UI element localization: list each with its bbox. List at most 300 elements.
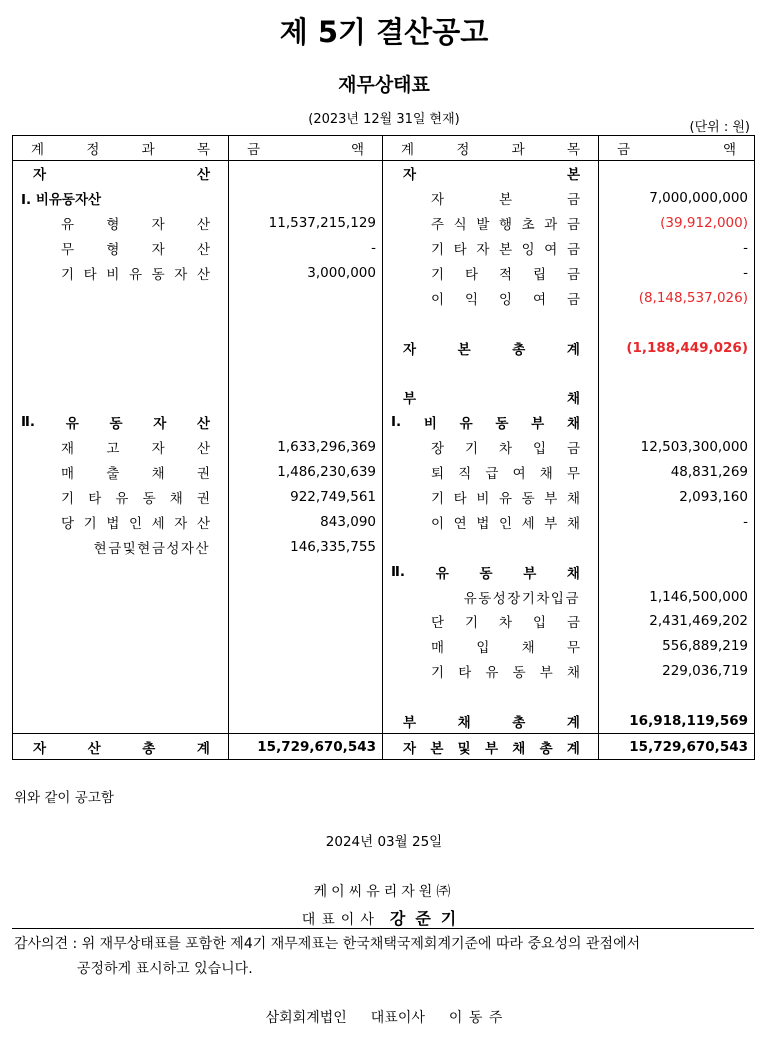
account-label-char: 본 <box>457 341 471 358</box>
table-cell <box>13 335 229 360</box>
as-of-date: (2023년 12월 31일 현재) <box>308 112 460 127</box>
table-cell <box>13 211 229 236</box>
account-label-char: 동 <box>512 665 526 682</box>
amount-value: 7,000,000,000 <box>649 190 748 207</box>
account-label-char: 자 <box>174 267 188 283</box>
table-cell <box>13 261 229 286</box>
table-cell <box>383 410 599 435</box>
amount-value: (1,188,449,026) <box>626 339 748 356</box>
amount-value: 12,503,300,000 <box>640 439 748 456</box>
amount-value: 1,633,296,369 <box>277 439 376 456</box>
account-label-char: 비 <box>423 416 437 433</box>
account-label-char: 타 <box>453 491 467 508</box>
header-amount-right <box>599 136 755 161</box>
table-cell <box>599 509 755 534</box>
amount-value: 1,146,500,000 <box>649 588 748 605</box>
account-label-char: 금 <box>566 615 580 632</box>
audit-opinion: 감사의견 : 위 재무상태표를 포함한 제4기 재무제표는 한국채택국제회계기준에 따라 중요성의 관점에서 <box>14 936 641 952</box>
account-label-char: 고 <box>106 441 120 458</box>
account-label-char: Ⅰ. <box>391 414 402 431</box>
table-cell <box>13 360 229 385</box>
account-label-char: 무 <box>61 242 75 259</box>
header-char: 액 <box>722 142 736 158</box>
table-cell <box>599 559 755 584</box>
account-label <box>13 412 228 432</box>
total-cell <box>383 734 599 760</box>
unit-label: (단위 : 원) <box>689 120 750 135</box>
account-label-char: 유 <box>115 491 129 508</box>
header-account-left <box>13 136 229 161</box>
account-label-char: 자 <box>151 441 165 458</box>
account-label-char: 여 <box>532 291 546 308</box>
amount-value: 2,093,160 <box>679 489 748 506</box>
table-cell <box>229 584 383 609</box>
account-label-char: 기 <box>61 491 75 508</box>
table-cell <box>229 659 383 684</box>
table-cell <box>229 211 383 236</box>
totals-row <box>13 734 755 760</box>
account-label-char: 입 <box>476 640 490 657</box>
account-label <box>13 213 228 233</box>
table-row <box>13 584 755 609</box>
account-label <box>383 512 598 532</box>
amount-value: 2,431,469,202 <box>649 613 748 630</box>
account-label-char: 금 <box>566 441 580 458</box>
account-label <box>13 537 228 557</box>
table-cell <box>599 709 755 734</box>
table-cell <box>13 659 229 684</box>
audit-opinion-continued: 공정하게 표시하고 있습니다. <box>77 961 253 977</box>
header-char: 금 <box>617 142 631 158</box>
account-label-char: 행 <box>498 217 513 234</box>
account-label-char: 동 <box>495 416 509 433</box>
header-char: 계 <box>401 142 415 158</box>
header-char: 목 <box>566 142 580 158</box>
table-row <box>13 261 755 286</box>
amount-value: (8,148,537,026) <box>638 289 748 306</box>
table-row <box>13 684 755 709</box>
account-label-char: 본 <box>498 242 513 259</box>
account-label-char: 산 <box>196 441 210 458</box>
account-label-char: 형 <box>106 217 120 234</box>
account-label-char: 당 <box>61 515 75 532</box>
account-label-char: 타 <box>453 242 467 259</box>
account-label-char: 익 <box>464 291 479 308</box>
account-label-char: 기 <box>464 615 479 632</box>
table-cell <box>383 261 599 286</box>
amount-value: 922,749,561 <box>290 489 376 506</box>
table-row <box>13 211 755 236</box>
account-label-char: 자 <box>476 242 490 259</box>
account-label-char: 인 <box>128 515 143 532</box>
account-label <box>13 462 228 482</box>
account-label-char: 비 <box>476 491 490 508</box>
table-row <box>13 609 755 634</box>
amount-value: 229,036,719 <box>662 663 748 680</box>
account-label-char: 채 <box>566 491 580 508</box>
account-label-char: 차 <box>498 615 513 632</box>
account-label <box>13 437 228 457</box>
account-label-char: 타 <box>83 267 97 283</box>
page-title: 제 5기 결산공고 <box>279 15 489 49</box>
header-char: 목 <box>196 142 210 158</box>
table-cell <box>599 684 755 709</box>
account-label-char: 권 <box>196 466 210 483</box>
account-label <box>383 462 598 482</box>
account-label-char: 채 <box>566 416 580 433</box>
header-account-right <box>383 136 599 161</box>
table-cell <box>229 236 383 261</box>
account-label-char: 채 <box>539 466 553 483</box>
account-label-char: 법 <box>476 515 490 532</box>
account-label <box>383 338 598 358</box>
account-label-char: 부 <box>544 491 558 508</box>
table-cell <box>599 410 755 435</box>
announcement-date: 2024년 03월 25일 <box>325 834 443 850</box>
account-label <box>383 188 598 208</box>
account-label-char: 기 <box>431 267 445 283</box>
account-label-char: 여 <box>544 242 558 259</box>
table-cell <box>13 684 229 709</box>
table-cell <box>13 485 229 510</box>
account-label-char: 산 <box>196 167 210 184</box>
account-label <box>383 611 598 631</box>
table-row <box>13 310 755 335</box>
table-cell <box>383 385 599 410</box>
table-cell <box>599 659 755 684</box>
table-cell <box>599 211 755 236</box>
account-label <box>13 737 228 757</box>
table-row <box>13 659 755 684</box>
account-label-char: 총 <box>512 341 526 358</box>
table-cell <box>229 559 383 584</box>
account-label-char: 총 <box>142 740 156 757</box>
account-label-char: 기 <box>431 665 445 682</box>
account-label-char: 기 <box>431 491 445 508</box>
account-label-char: 립 <box>532 267 546 283</box>
account-label <box>383 387 598 407</box>
table-cell <box>13 634 229 659</box>
table-cell <box>383 684 599 709</box>
table-row <box>13 285 755 310</box>
table-row <box>13 435 755 460</box>
account-label-char: 권 <box>196 491 210 508</box>
account-label-char: 자 <box>151 242 165 259</box>
account-label-char: 금 <box>566 291 580 308</box>
table-cell <box>599 161 755 186</box>
table-cell <box>13 410 229 435</box>
account-label-char: 연 <box>453 515 467 532</box>
table-cell <box>599 534 755 559</box>
account-label-char: 산 <box>196 515 210 532</box>
account-label-char: 채 <box>512 740 526 757</box>
account-label-char: 출 <box>106 466 120 483</box>
account-label-char: 채 <box>521 640 535 657</box>
account-label-char: 입 <box>532 441 546 458</box>
account-label-char: 단 <box>431 615 445 632</box>
account-label-char: 부 <box>539 665 553 682</box>
account-label-char: 주 <box>431 217 445 234</box>
account-label-char: 매 <box>61 466 75 483</box>
table-cell <box>599 609 755 634</box>
account-label <box>13 238 228 258</box>
ceo-line <box>0 906 768 929</box>
account-label-char: 채 <box>566 665 580 682</box>
account-label <box>383 412 598 432</box>
account-label-char: 동 <box>109 416 123 433</box>
account-label-char: 퇴 <box>431 466 445 483</box>
account-label-char: 본 <box>498 192 513 209</box>
table-cell <box>229 485 383 510</box>
announcement-note: 위와 같이 공고함 <box>14 790 114 806</box>
divider <box>12 928 754 929</box>
table-cell <box>383 211 599 236</box>
account-label-char: 부 <box>403 715 417 732</box>
table-cell <box>599 485 755 510</box>
table-cell <box>229 310 383 335</box>
table-cell <box>229 609 383 634</box>
table-cell <box>13 609 229 634</box>
table-cell <box>383 161 599 186</box>
account-label-char: 유 <box>61 217 75 234</box>
table-row <box>13 485 755 510</box>
header-char: 금 <box>247 142 261 158</box>
table-cell <box>13 584 229 609</box>
table-cell <box>229 410 383 435</box>
table-row <box>13 236 755 261</box>
account-label-char: 세 <box>151 515 165 532</box>
account-label <box>383 263 598 283</box>
account-label-char: 부 <box>484 740 498 757</box>
account-label-char: 자 <box>403 341 417 358</box>
header-char: 정 <box>86 142 100 158</box>
header-char: 정 <box>456 142 470 158</box>
account-label-char: 산 <box>196 267 210 283</box>
table-cell <box>13 435 229 460</box>
amount-value: - <box>743 265 748 281</box>
account-label-char: 잉 <box>498 291 513 308</box>
account-label <box>383 163 598 183</box>
account-label-char: 채 <box>457 715 471 732</box>
account-label-char: 산 <box>196 242 210 259</box>
table-cell <box>383 285 599 310</box>
table-row <box>13 534 755 559</box>
amount-value: - <box>743 240 748 257</box>
amount-value: 3,000,000 <box>307 265 376 281</box>
header-char: 액 <box>350 142 364 158</box>
table-cell <box>13 509 229 534</box>
table-cell <box>383 335 599 360</box>
account-label-char: 채 <box>566 515 580 532</box>
table-cell <box>13 161 229 186</box>
table-cell <box>13 310 229 335</box>
account-label-char: 및 <box>457 740 471 757</box>
account-label-char: 타 <box>88 491 102 508</box>
account-label-char: 과 <box>544 217 558 234</box>
account-label-char: 유 <box>459 416 473 433</box>
table-cell <box>383 534 599 559</box>
table-cell <box>383 310 599 335</box>
table-row <box>13 335 755 360</box>
table-cell <box>229 460 383 485</box>
amount-value: 48,831,269 <box>670 464 748 481</box>
account-label <box>383 238 598 258</box>
table-cell <box>383 659 599 684</box>
account-label-char: 유 <box>485 665 499 682</box>
table-row <box>13 385 755 410</box>
table-row <box>13 360 755 385</box>
account-label-char: 금 <box>566 267 580 283</box>
table-cell <box>229 534 383 559</box>
account-label-char: 부 <box>531 416 545 433</box>
table-cell <box>229 684 383 709</box>
account-label-char: 본 <box>566 167 580 184</box>
account-label-char: 식 <box>453 217 467 234</box>
table-cell <box>599 335 755 360</box>
account-label-char: 급 <box>485 466 499 483</box>
account-label-char: 부 <box>544 515 558 532</box>
amount-value: 146,335,755 <box>290 538 376 555</box>
account-label-char: 부 <box>403 391 417 408</box>
total-cell <box>599 734 755 760</box>
account-label <box>383 562 598 582</box>
table-row <box>13 559 755 584</box>
table-cell <box>229 186 383 211</box>
table-cell <box>599 634 755 659</box>
account-label-char: 채 <box>566 391 580 408</box>
account-label <box>383 636 598 656</box>
account-label-char: 계 <box>566 740 580 757</box>
table-cell <box>13 559 229 584</box>
account-label-char: 법 <box>106 515 120 532</box>
account-label <box>13 512 228 532</box>
table-cell <box>599 460 755 485</box>
account-label-char: 동 <box>142 491 156 508</box>
table-cell <box>383 236 599 261</box>
account-label-char: 기 <box>61 267 75 283</box>
auditor-firm: 삼회회계법인 <box>265 1010 347 1026</box>
account-label-char: 자 <box>403 167 417 184</box>
table-cell <box>383 360 599 385</box>
table-cell <box>383 634 599 659</box>
account-label-char: 유 <box>65 416 79 433</box>
table-cell <box>229 161 383 186</box>
account-label-char: 유 <box>435 565 449 582</box>
account-label <box>383 437 598 457</box>
table-cell <box>599 385 755 410</box>
table-cell <box>13 709 229 734</box>
account-label-char: 채 <box>566 565 580 582</box>
table-cell <box>229 709 383 734</box>
amount-value: (39,912,000) <box>660 215 748 232</box>
account-label-char: 자 <box>153 416 167 433</box>
account-label-char: 자 <box>403 740 417 757</box>
auditor-name: 이 동 주 <box>448 1010 503 1026</box>
account-label-char: 이 <box>431 291 445 308</box>
account-label-char: 산 <box>87 740 101 757</box>
table-cell <box>599 584 755 609</box>
table-cell <box>229 634 383 659</box>
table-cell <box>383 709 599 734</box>
balance-sheet-table <box>12 135 755 760</box>
total-cell <box>229 734 383 760</box>
account-label-char: 총 <box>539 740 553 757</box>
account-label-char: 발 <box>476 217 490 234</box>
table-cell <box>383 460 599 485</box>
account-label-char: 이 <box>431 515 445 532</box>
account-label-text: 유동성장기차입금 <box>463 590 580 607</box>
account-label-char: 자 <box>431 192 445 209</box>
account-label-char: 장 <box>431 441 445 458</box>
account-label <box>13 487 228 507</box>
account-label <box>383 737 598 757</box>
table-cell <box>229 385 383 410</box>
table-cell <box>13 460 229 485</box>
table-cell <box>229 261 383 286</box>
table-cell <box>599 435 755 460</box>
header-char: 과 <box>511 142 525 158</box>
amount-value: - <box>743 513 748 530</box>
account-label-char: 타 <box>458 665 472 682</box>
amount-value: 843,090 <box>320 513 376 530</box>
account-label-char: 기 <box>431 242 445 259</box>
account-label-char: 자 <box>33 167 47 184</box>
amount-value: 15,729,670,543 <box>257 738 376 755</box>
account-label <box>13 188 228 208</box>
account-label-char: 기 <box>83 515 97 532</box>
total-cell <box>13 734 229 760</box>
table-row <box>13 709 755 734</box>
account-label-char: 계 <box>196 740 210 757</box>
table-cell <box>383 485 599 510</box>
table-cell <box>599 285 755 310</box>
table-row <box>13 634 755 659</box>
account-label-char: 자 <box>151 217 165 234</box>
account-label <box>383 213 598 233</box>
account-label-char: 적 <box>498 267 513 283</box>
account-label-char: 무 <box>566 640 580 657</box>
account-label-char: 총 <box>512 715 526 732</box>
account-label-char: 유 <box>128 267 143 283</box>
table-cell <box>13 534 229 559</box>
amount-value: 11,537,215,129 <box>268 215 376 232</box>
table-cell <box>383 435 599 460</box>
company-name: 케이씨유리자원㈜ <box>313 884 455 900</box>
account-label-char: 직 <box>458 466 472 483</box>
table-cell <box>383 584 599 609</box>
table-cell <box>383 609 599 634</box>
header-char: 계 <box>31 142 45 158</box>
account-label-char: 세 <box>521 515 535 532</box>
account-label-char: 계 <box>566 715 580 732</box>
table-cell <box>229 360 383 385</box>
account-label-char: 채 <box>151 466 165 483</box>
amount-value: 16,918,119,569 <box>629 713 748 730</box>
table-cell <box>599 186 755 211</box>
account-label-char: 기 <box>464 441 479 458</box>
account-label-char: 유 <box>498 491 513 508</box>
ceo-title: 대표이사 <box>301 912 380 928</box>
account-label-char: 금 <box>566 217 580 234</box>
account-label <box>383 487 598 507</box>
table-row <box>13 509 755 534</box>
amount-value: 556,889,219 <box>662 638 748 655</box>
table-cell <box>383 559 599 584</box>
account-label-char: 계 <box>566 341 580 358</box>
table-cell <box>229 509 383 534</box>
amount-value: 15,729,670,543 <box>629 738 748 755</box>
table-cell <box>599 310 755 335</box>
